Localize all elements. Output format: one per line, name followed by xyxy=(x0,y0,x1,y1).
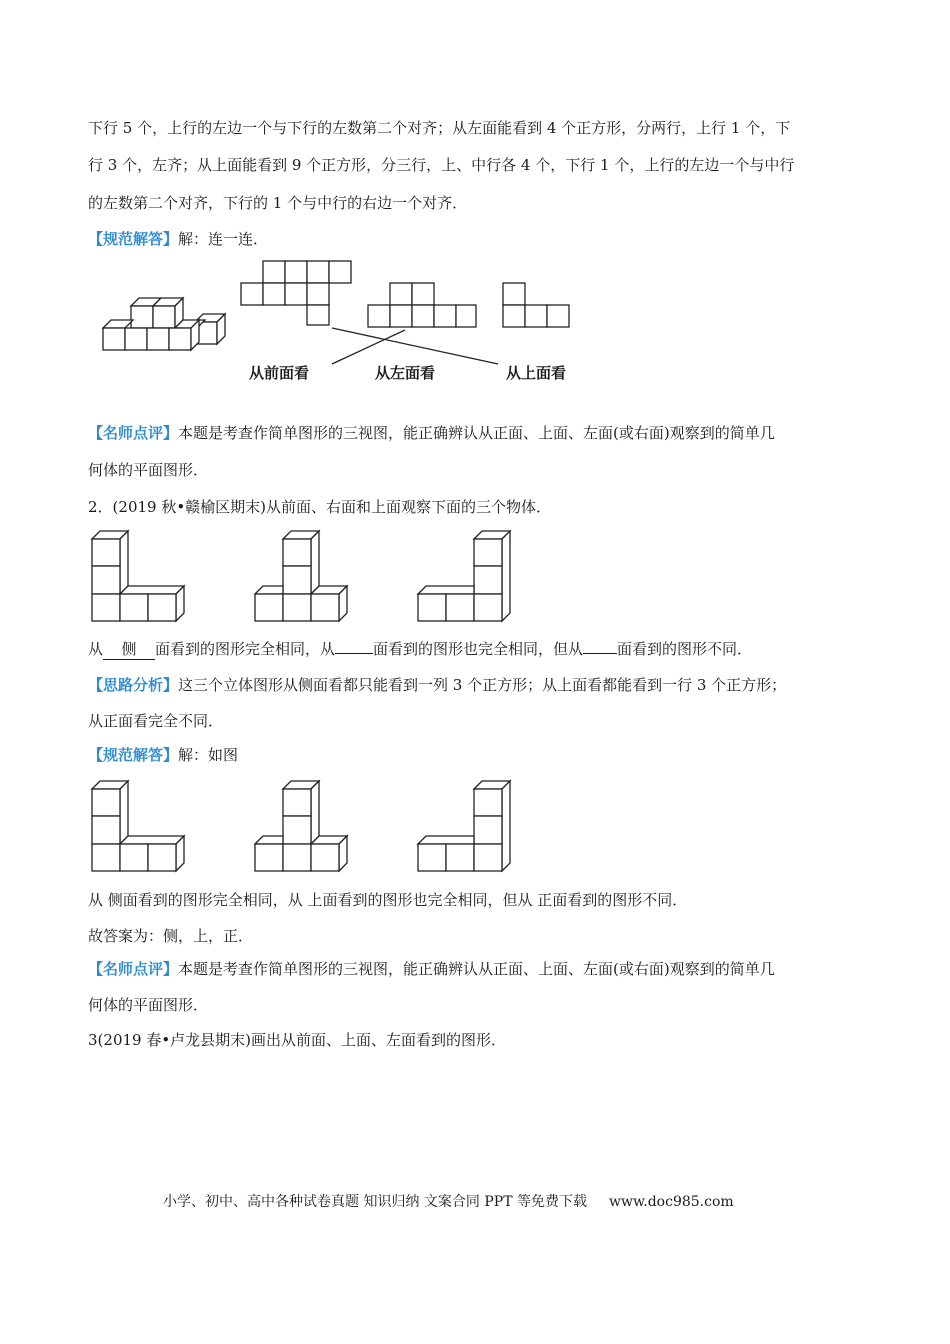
blank-2 xyxy=(335,653,373,654)
q2-stem: 2．(2019 秋•赣榆区期末)从前面、右面和上面观察下面的三个物体． xyxy=(88,498,552,516)
solution-object-1-svg xyxy=(91,780,186,872)
blank-1: 侧 xyxy=(103,639,155,660)
fill-text-3: 面看到的图形也完全相同，但从 xyxy=(373,640,584,658)
q1-top-view-figure xyxy=(503,282,573,328)
q2-fill-line xyxy=(88,639,752,660)
solution-object-2-svg xyxy=(254,780,349,872)
solution-text: 解：连一连． xyxy=(178,230,269,248)
q2-object-2 xyxy=(254,530,349,622)
q2-answer-summary: 故答案为：侧，上，正． xyxy=(88,927,254,945)
q2-solution-line xyxy=(88,745,238,765)
q1-comment-line-2: 何体的平面图形． xyxy=(88,461,209,479)
q1-front-view-figure xyxy=(241,260,351,326)
blank-3 xyxy=(583,653,617,654)
solution-tag: 【规范解答】 xyxy=(88,230,179,248)
paragraph-line-3: 的左数第二个对齐，下行的 1 个与中行的右边一个对齐． xyxy=(88,194,468,212)
q2-comment-line-2: 何体的平面图形． xyxy=(88,996,209,1014)
q2-analysis-line-2: 从正面看完全不同． xyxy=(88,712,224,730)
q1-cube-structure-figure xyxy=(95,290,235,360)
q3-stem: 3(2019 春•卢龙县期末)画出从前面、上面、左面看到的图形． xyxy=(88,1031,507,1049)
q2-comment-line-1 xyxy=(88,959,775,979)
object-2-svg xyxy=(254,530,349,622)
footer-url[interactable]: www.doc985.com xyxy=(608,1194,734,1210)
caption-left: 从左面看 xyxy=(375,364,436,382)
q2-solution-object-2 xyxy=(254,780,349,872)
fill-text-2: 面看到的图形完全相同，从 xyxy=(155,640,336,658)
comment-tag: 【名师点评】 xyxy=(88,424,179,442)
caption-top: 从上面看 xyxy=(506,364,567,382)
solution-object-3-svg xyxy=(417,780,512,872)
footer-text: 小学、初中、高中各种试卷真题 知识归纳 文案合同 PPT 等免费下载 xyxy=(163,1194,587,1210)
q2-analysis-line-1 xyxy=(88,675,786,695)
analysis-tag: 【思路分析】 xyxy=(88,676,179,694)
caption-front: 从前面看 xyxy=(249,364,310,382)
comment-text-1: 本题是考查作简单图形的三视图，能正确辨认从正面、上面、左面(或右面)观察到的简单几 xyxy=(178,424,775,442)
cube-structure-svg xyxy=(95,290,235,360)
comment-tag: 【名师点评】 xyxy=(88,960,179,978)
top-view-svg xyxy=(503,282,573,328)
comment-text-1: 本题是考查作简单图形的三视图，能正确辨认从正面、上面、左面(或右面)观察到的简单几 xyxy=(178,960,775,978)
q1-solution-line xyxy=(88,229,268,249)
solution-tag: 【规范解答】 xyxy=(88,746,179,764)
fill-text-4: 面看到的图形不同． xyxy=(617,640,753,658)
paragraph-line-2: 行 3 个，左齐；从上面能看到 9 个正方形，分三行，上、中行各 4 个，下行 1 个，上行的左边一个与中行 xyxy=(88,156,795,174)
q2-object-1 xyxy=(91,530,186,622)
q2-solution-object-1 xyxy=(91,780,186,872)
q2-object-3 xyxy=(417,530,512,622)
paragraph-line-1: 下行 5 个，上行的左边一个与下行的左数第二个对齐；从左面能看到 4 个正方形，分两行，上行 1 个，下 xyxy=(88,119,791,137)
solution-text: 解：如图 xyxy=(178,746,239,764)
analysis-text-1: 这三个立体图形从侧面看都只能看到一列 3 个正方形；从上面看都能看到一行 3 个正方形； xyxy=(178,676,787,694)
page-footer xyxy=(163,1191,734,1211)
q2-answer-sentence: 从 侧面看到的图形完全相同，从 上面看到的图形也完全相同，但从 正面看到的图形不同． xyxy=(88,891,688,909)
object-1-svg xyxy=(91,530,186,622)
fill-text-1: 从 xyxy=(88,640,104,658)
front-view-svg xyxy=(241,260,351,326)
q2-solution-object-3 xyxy=(417,780,512,872)
object-3-svg xyxy=(417,530,512,622)
q1-comment-line-1 xyxy=(88,423,775,443)
